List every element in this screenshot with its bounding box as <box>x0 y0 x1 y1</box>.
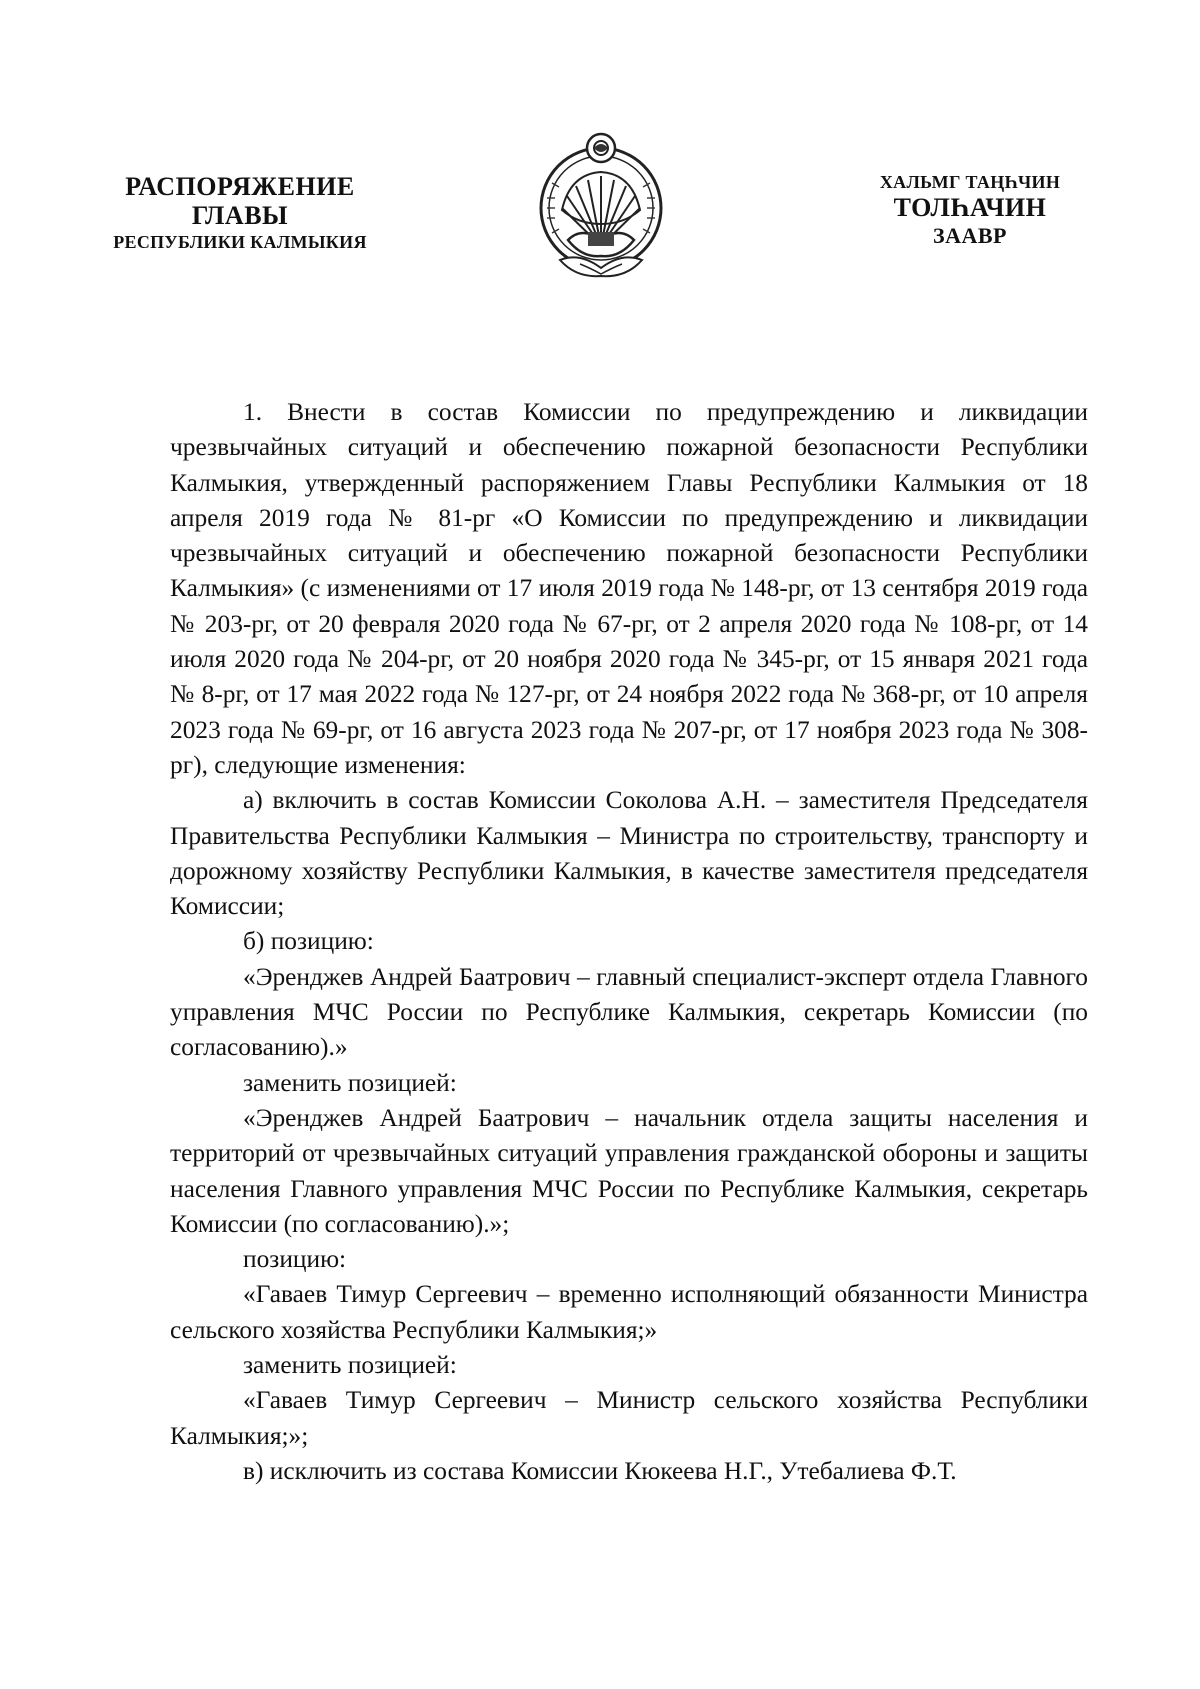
paragraph-new-position-1: «Эренджев Андрей Баатрович – начальник отдела защиты населения и территорий от чрезвычайных ситуаций управления гражданской обороны и защиты населения Главного управления МЧС России по Республике Калмыкия, секретарь Комиссии (по согласованию).»; <box>170 1103 1088 1238</box>
header-left-line2: ГЛАВЫ <box>191 201 289 231</box>
paragraph-subitem-b: б) позицию: <box>243 927 374 956</box>
paragraph-old-position-2: «Гаваев Тимур Сергеевич – временно исполняющий обязанности Министра сельского хозяйства Республики Калмыкия;» <box>170 1280 1088 1344</box>
header-right-line2: ТОЛҺАЧИН <box>893 192 1047 222</box>
paragraph-replace-2: заменить позицией: <box>243 1351 457 1380</box>
paragraph-subitem-a: а) включить в состав Комиссии Соколова А.Н. – заместителя Председателя Правительства Республики Калмыкия – Министра по строительству, транспорту и дорожному хозяйству Республики Калмыкия, в качестве заместителя председателя Комиссии; <box>170 786 1088 921</box>
kalmykia-coat-of-arms-icon <box>530 128 672 280</box>
header-left-line3: РЕСПУБЛИКИ КАЛМЫКИЯ <box>113 232 367 253</box>
header-right-kalmyk <box>830 172 1110 249</box>
paragraph-subitem-v: в) исключить из состава Комиссии Кюкеева Н.Г., Утебалиева Ф.Т. <box>243 1456 957 1485</box>
paragraph-item-1: 1. Внести в состав Комиссии по предупреждению и ликвидации чрезвычайных ситуаций и обеспечению пожарной безопасности Республики Калмыкия, утвержденный распоряжением Главы Республики Калмыкия от 18 апреля 2019 года № 81-рг «О Комиссии по предупреждению и ликвидации чрезвычайных ситуаций и обеспечению пожарной безопасности Республики Калмыкия» (с изменениями от 17 июля 2019 года № 148-рг, от 13 сентября 2019 года № 203-рг, от 20 февраля 2020 года № 67-рг, от 2 апреля 2020 года № 108-рг, от 14 июля 2020 года № 204-рг, от 20 ноября 2020 года № 345-рг, от 15 января 2021 года № 8-рг, от 17 мая 2022 года № 127-рг, от 24 ноября 2022 года № 368-рг, от 10 апреля 2023 года № 69-рг, от 16 августа 2023 года № 207-рг, от 17 ноября 2023 года № 308-рг), следующие изменения: <box>170 398 1088 779</box>
header-left-line1: РАСПОРЯЖЕНИЕ <box>125 172 355 201</box>
paragraph-replace-1: заменить позицией: <box>243 1068 457 1097</box>
paragraph-new-position-2: «Гаваев Тимур Сергеевич – Министр сельского хозяйства Республики Калмыкия;»; <box>170 1386 1088 1450</box>
paragraph-position-2: позицию: <box>243 1245 347 1274</box>
header-right-line1: ХАЛЬМГ ТАҢҺЧИН <box>879 172 1061 192</box>
document-body <box>170 395 1088 1489</box>
paragraph-old-position-1: «Эренджев Андрей Баатрович – главный специалист-эксперт отдела Главного управления МЧС России по Республике Калмыкия, секретарь Комиссии (по согласованию).» <box>170 962 1088 1062</box>
header-right-line3: ЗААВР <box>933 223 1007 249</box>
header-left-russian <box>90 172 390 252</box>
